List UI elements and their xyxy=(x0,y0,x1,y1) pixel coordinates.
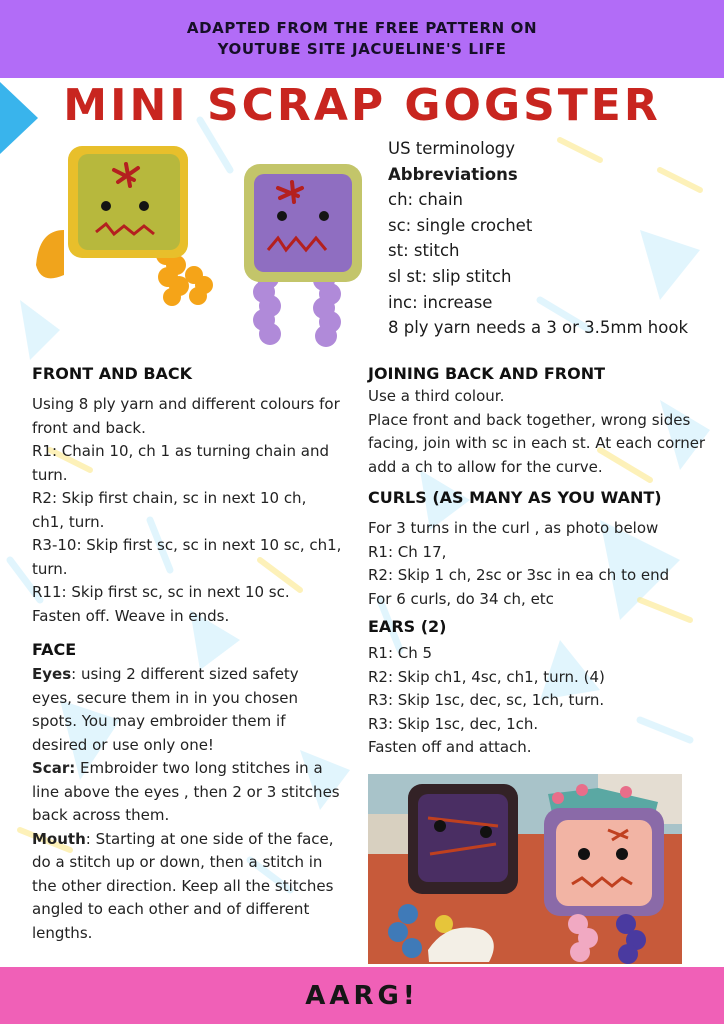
ears-line: R3: Skip 1sc, dec, sc, 1ch, turn. xyxy=(368,691,605,709)
joining-heading: JOINING BACK AND FRONT xyxy=(368,364,606,383)
scar-label: Scar: xyxy=(32,759,76,777)
face-section xyxy=(32,640,342,945)
eyes-text: : using 2 different sized safety eyes, secure them in in you chosen spots. You may embroider them if desired or use only one! xyxy=(32,665,299,754)
face-heading: FACE xyxy=(32,640,77,659)
front-back-line: Fasten off. Weave in ends. xyxy=(32,606,230,625)
top-banner xyxy=(0,0,724,78)
abbreviation-item: ch: chain xyxy=(388,190,464,210)
front-back-line: R3-10: Skip first sc, sc in next 10 sc, ch1, turn. xyxy=(32,536,342,578)
ears-line: R1: Ch 5 xyxy=(368,644,433,662)
curls-line: R2: Skip 1 ch, 2sc or 3sc in ea ch to end xyxy=(368,566,670,584)
mouth-text: : Starting at one side of the face, do a stitch up or down, then a stitch in the other direction. Keep all the stitches angled to each other and of different lengths. xyxy=(32,829,334,942)
face-eyes xyxy=(32,663,342,757)
abbreviations-panel xyxy=(388,136,688,341)
page-title: MINI SCRAP GOGSTER xyxy=(63,80,661,131)
footer-text: AARG! xyxy=(305,980,419,1011)
front-back-line: R11: Skip first sc, sc in next 10 sc. xyxy=(32,583,290,601)
banner-line-1: ADAPTED FROM THE FREE PATTERN ON xyxy=(186,19,538,37)
ears-line: R2: Skip ch1, 4sc, ch1, turn. (4) xyxy=(368,667,605,686)
curls-section xyxy=(368,488,708,611)
curls-line: For 3 turns in the curl , as photo below xyxy=(368,519,659,537)
mouth-label: Mouth xyxy=(32,829,86,848)
ears-section xyxy=(368,617,708,760)
abbreviation-item: st: stitch xyxy=(388,241,460,261)
abbreviation-item: sc: single crochet xyxy=(388,215,533,235)
eyes-label: Eyes xyxy=(32,665,72,683)
footer-bar xyxy=(0,967,724,1024)
front-back-line: R1: Chain 10, ch 1 as turning chain and turn. xyxy=(32,442,330,484)
left-column xyxy=(32,364,342,945)
crochet-photo-yellow-gogster xyxy=(34,140,220,310)
terminology-note: US terminology xyxy=(388,139,516,158)
curls-heading: CURLS (AS MANY AS YOU WANT) xyxy=(368,488,662,507)
front-back-line: Using 8 ply yarn and different colours for front and back. xyxy=(32,395,340,437)
face-scar xyxy=(32,757,342,828)
curls-line: For 6 curls, do 34 ch, etc xyxy=(368,589,554,608)
right-column xyxy=(368,364,708,760)
abbreviation-item: inc: increase xyxy=(388,292,493,312)
crochet-photo-finished-gogsters xyxy=(368,774,682,964)
scar-text: Embroider two long stitches in a line above the eyes , then 2 or 3 stitches back across them. xyxy=(32,759,340,824)
ears-line: Fasten off and attach. xyxy=(368,738,532,756)
abbreviation-item: 8 ply yarn needs a 3 or 3.5mm hook xyxy=(388,318,689,338)
joining-section xyxy=(368,364,708,479)
ears-heading: EARS (2) xyxy=(368,617,447,636)
abbreviations-heading: Abbreviations xyxy=(388,164,518,184)
abbreviation-item: sl st: slip stitch xyxy=(388,266,512,286)
front-back-line: R2: Skip first chain, sc in next 10 ch, ch1, turn. xyxy=(32,489,307,531)
banner-line-2: YOUTUBE SITE JACUELINE'S LIFE xyxy=(217,40,507,58)
front-back-section xyxy=(32,364,342,628)
curls-line: R1: Ch 17, xyxy=(368,542,447,561)
joining-line: Use a third colour. xyxy=(368,387,505,405)
face-mouth xyxy=(32,828,342,946)
front-back-heading: FRONT AND BACK xyxy=(32,364,193,383)
joining-line: Place front and back together, wrong sides facing, join with sc in each st. At each corner add a ch to allow for the curve. xyxy=(368,410,706,476)
crochet-photo-purple-gogster xyxy=(238,160,368,352)
ears-line: R3: Skip 1sc, dec, 1ch. xyxy=(368,714,539,733)
